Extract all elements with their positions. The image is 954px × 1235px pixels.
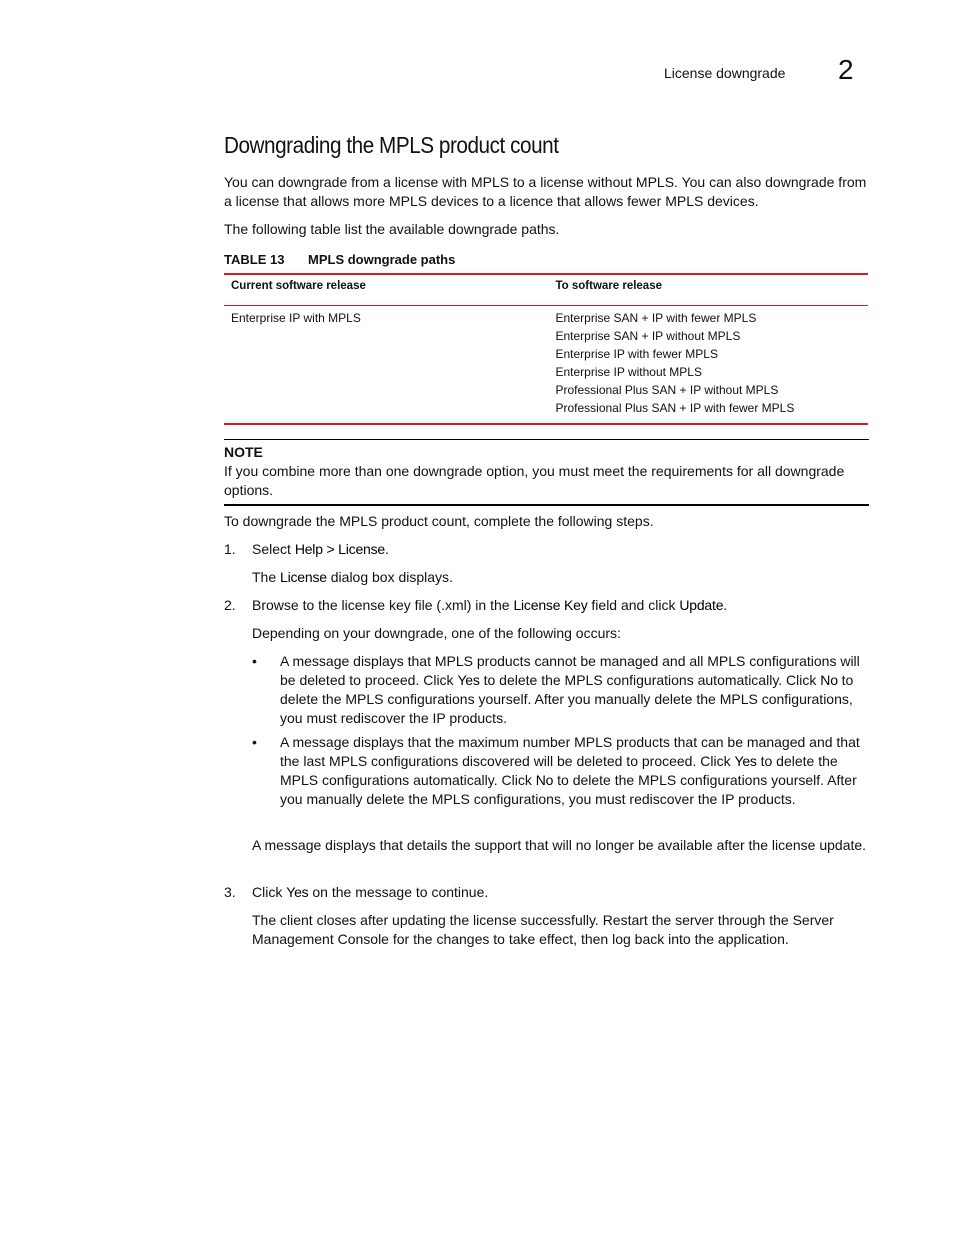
step-1-result: The License dialog box displays. <box>252 569 453 585</box>
no-option-name: No <box>535 772 554 788</box>
step-2-text: Browse to the license key file (.xml) in the License Key field and click Update. <box>252 597 728 613</box>
update-button-name: Update <box>679 597 724 613</box>
step-1-number: 1. <box>224 541 236 557</box>
menu-path-help-license: Help > License <box>294 541 386 557</box>
step-3-number: 3. <box>224 884 236 900</box>
table-header-current: Current software release <box>231 280 366 292</box>
table-label: TABLE 13 <box>224 252 285 267</box>
step-2-result: Depending on your downgrade, one of the following occurs: <box>252 625 621 641</box>
table-row <box>224 306 868 423</box>
target-release: Professional Plus SAN + IP with fewer MPLS <box>555 401 795 415</box>
table-cell-current: Enterprise IP with MPLS <box>231 311 361 325</box>
after-bullets-text: A message displays that details the support that will no longer be available after the license update. <box>252 837 867 853</box>
chapter-number: 2 <box>838 54 854 85</box>
license-key-field-name: License Key <box>513 597 588 613</box>
yes-option-name: Yes <box>457 672 480 688</box>
license-dialog-name: License <box>280 569 327 585</box>
target-release: Enterprise IP with fewer MPLS <box>555 347 718 361</box>
bullet-2-text: A message displays that the maximum number MPLS products that can be managed and that the last MPLS configurations discovered will be deleted to proceed. Click Yes to delete the MPLS configurations automatically. Click No to delete the MPLS configurations yourself. After you manually delete the MPLS configurations, you must rediscover the IP products. <box>280 734 860 807</box>
note-text: If you combine more than one downgrade option, you must meet the requirements for all downgrade options. <box>224 463 845 498</box>
target-release: Enterprise SAN + IP without MPLS <box>555 329 741 343</box>
table-header-target: To software release <box>555 280 662 292</box>
step-3-text: Click Yes on the message to continue. <box>252 884 489 900</box>
table-cell-targets <box>548 309 868 417</box>
bullet-dot: • <box>252 653 257 669</box>
page-title: Downgrading the MPLS product count <box>224 132 559 158</box>
table-header-row <box>224 275 868 306</box>
running-header-section: License downgrade <box>664 65 786 81</box>
step-3-result: The client closes after updating the license successfully. Restart the server through the Server Management Console for the changes to take effect, then log back into the application. <box>252 912 834 947</box>
step-2-number: 2. <box>224 597 236 613</box>
note-box <box>224 439 869 506</box>
target-release: Enterprise IP without MPLS <box>555 365 702 379</box>
yes-option-name: Yes <box>734 753 757 769</box>
note-title: NOTE <box>224 444 263 460</box>
intro-paragraph-2: The following table list the available downgrade paths. <box>224 221 560 237</box>
target-release: Professional Plus SAN + IP without MPLS <box>555 383 779 397</box>
yes-option-name: Yes <box>286 884 309 900</box>
table-caption-text: MPLS downgrade paths <box>308 252 456 267</box>
bullet-1-text: A message displays that MPLS products cannot be managed and all MPLS configurations will be deleted to proceed. Click Yes to delete the MPLS configurations automatically. Click No to delete the MPLS configurations yourself. After you manually delete the MPLS configurations, you must rediscover the IP products. <box>280 653 860 726</box>
target-release: Enterprise SAN + IP with fewer MPLS <box>555 311 757 325</box>
downgrade-paths-table <box>224 273 868 425</box>
steps-intro: To downgrade the MPLS product count, complete the following steps. <box>224 513 654 529</box>
intro-paragraph-1: You can downgrade from a license with MPLS to a license without MPLS. You can also downgrade from a license that allows more MPLS devices to a licence that allows fewer MPLS devices. <box>224 174 867 209</box>
no-option-name: No <box>820 672 838 688</box>
bullet-dot: • <box>252 734 257 750</box>
step-1-text: Select Help > License. <box>252 541 389 557</box>
table-caption <box>224 252 455 267</box>
